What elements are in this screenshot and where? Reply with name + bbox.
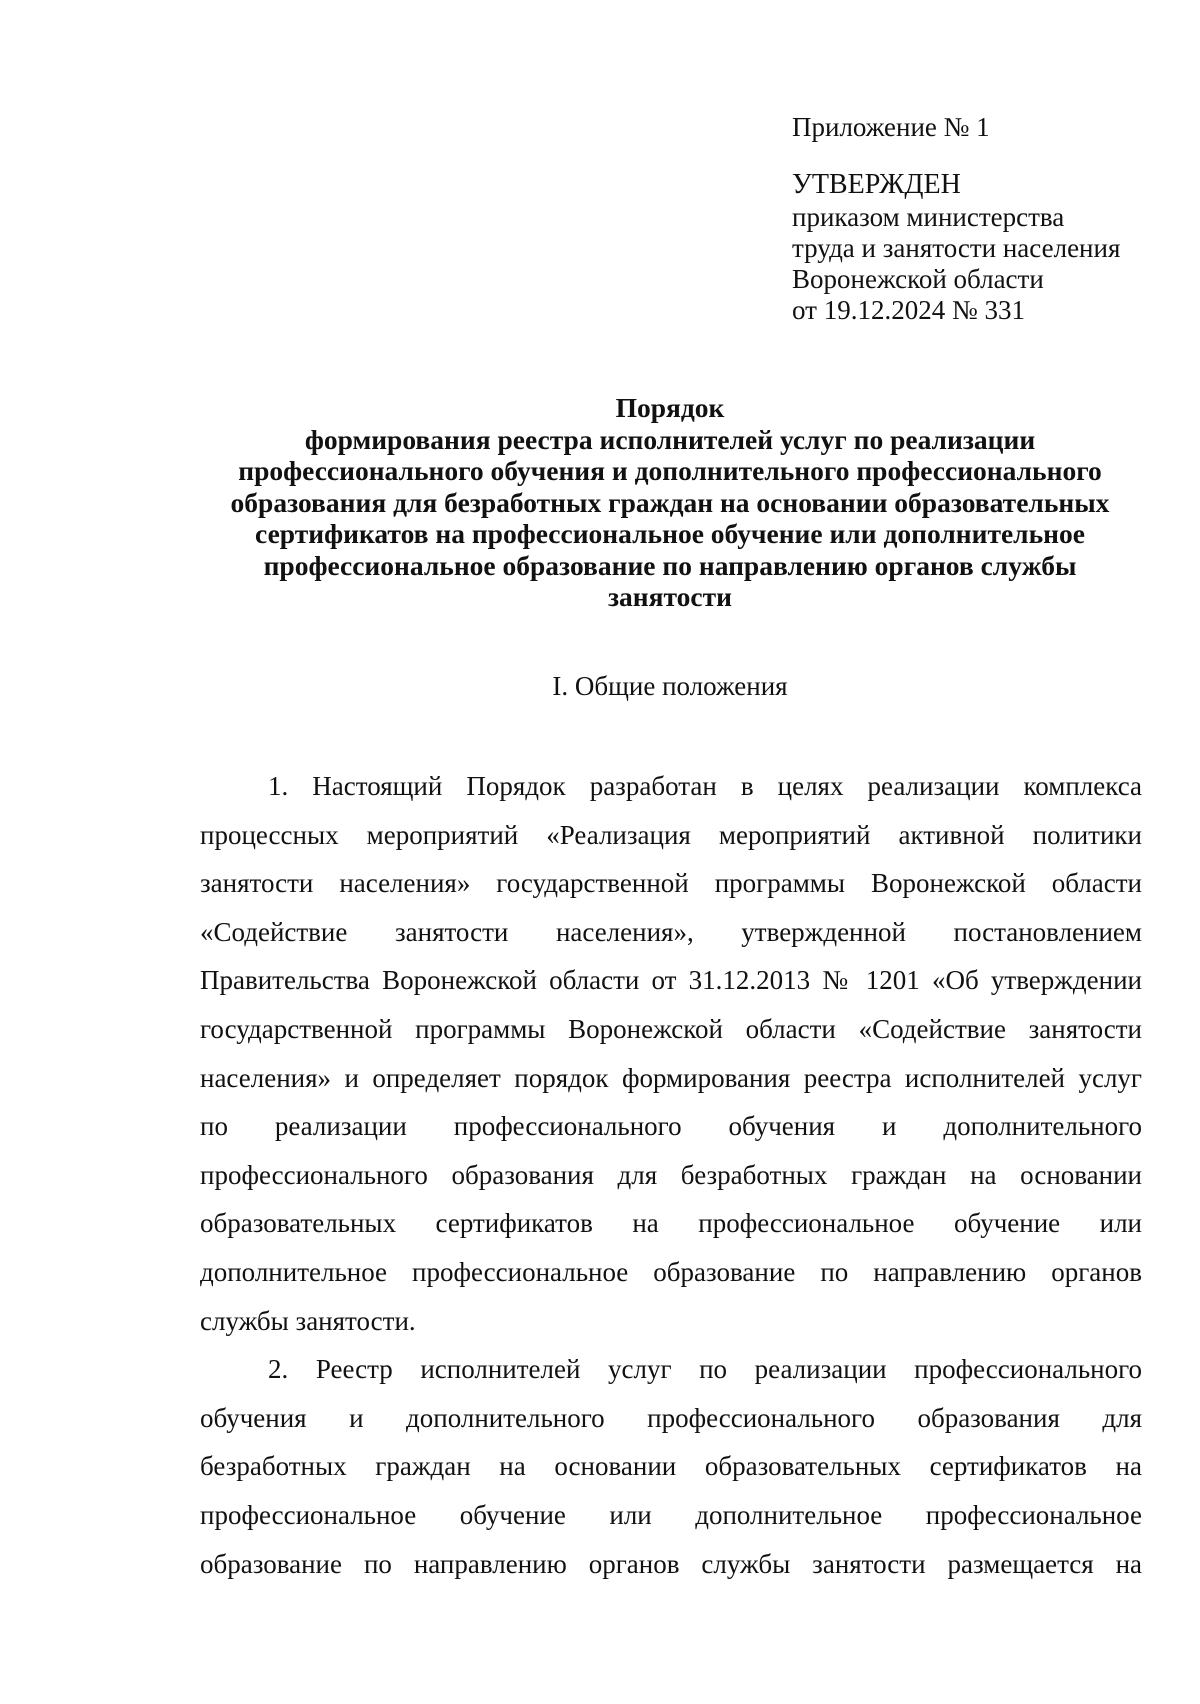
text-line: населения» и определяет порядок формирования реестра исполнителей услуг [200, 1062, 1142, 1093]
title-line: Порядок [615, 392, 725, 423]
title-line: профессионального обучения и дополнительного профессионального [238, 455, 1102, 486]
text-line: Правительства Воронежской области от 31.12.2013 № 1201 «Об утверждении [200, 965, 1142, 996]
section-heading: I. Общие положения [552, 671, 788, 701]
document-title [200, 392, 1140, 613]
title-line: сертификатов на профессиональное обучение или дополнительное [255, 518, 1085, 549]
text-line: дополнительное профессиональное образование по направлению органов [200, 1256, 1142, 1287]
title-line: формирования реестра исполнителей услуг по реализации [304, 423, 1036, 455]
approval-date-number: от 19.12.2024 № 331 [792, 295, 1025, 325]
approval-line: Воронежской области [792, 264, 1044, 294]
text-line: профессионального образования для безработных граждан на основании [200, 1159, 1142, 1190]
text-line: занятости населения» государственной программы Воронежской области [200, 868, 1142, 899]
title-line: образования для безработных граждан на основании образовательных [230, 486, 1110, 518]
paragraph-1 [200, 762, 1142, 1345]
text-line: 1. Настоящий Порядок разработан в целях реализации комплекса [268, 771, 1142, 801]
text-line: процессных мероприятий «Реализация мероприятий активной политики [200, 819, 1142, 850]
text-line: по реализации профессионального обучения и дополнительного [200, 1111, 1142, 1142]
approval-line: труда и занятости населения [792, 233, 1121, 263]
text-line: профессиональное обучение или дополнительное профессиональное [200, 1499, 1142, 1530]
text-line: безработных граждан на основании образовательных сертификатов на [200, 1451, 1142, 1482]
text-line: образование по направлению органов службы занятости размещается на [200, 1548, 1142, 1579]
document-body [200, 762, 1142, 1588]
text-line: 2. Реестр исполнителей услуг по реализации профессионального [268, 1354, 1142, 1385]
approval-block [792, 112, 1152, 326]
text-line: государственной программы Воронежской области «Содействие занятости [200, 1013, 1142, 1044]
text-line: службы занятости. [200, 1305, 416, 1336]
title-line: профессиональное образование по направлению органов службы [263, 549, 1077, 581]
text-line: образовательных сертификатов на профессиональное обучение или [200, 1208, 1142, 1239]
paragraph-2 [200, 1345, 1142, 1588]
title-line: занятости [608, 581, 732, 612]
approved-heading: УТВЕРЖДЕН [792, 169, 961, 200]
approval-line: приказом министерства [792, 202, 1065, 232]
text-line: «Содействие занятости населения», утвержденной постановлением [200, 916, 1142, 947]
appendix-number: Приложение № 1 [792, 112, 990, 142]
text-line: обучения и дополнительного профессионального образования для [200, 1402, 1142, 1433]
